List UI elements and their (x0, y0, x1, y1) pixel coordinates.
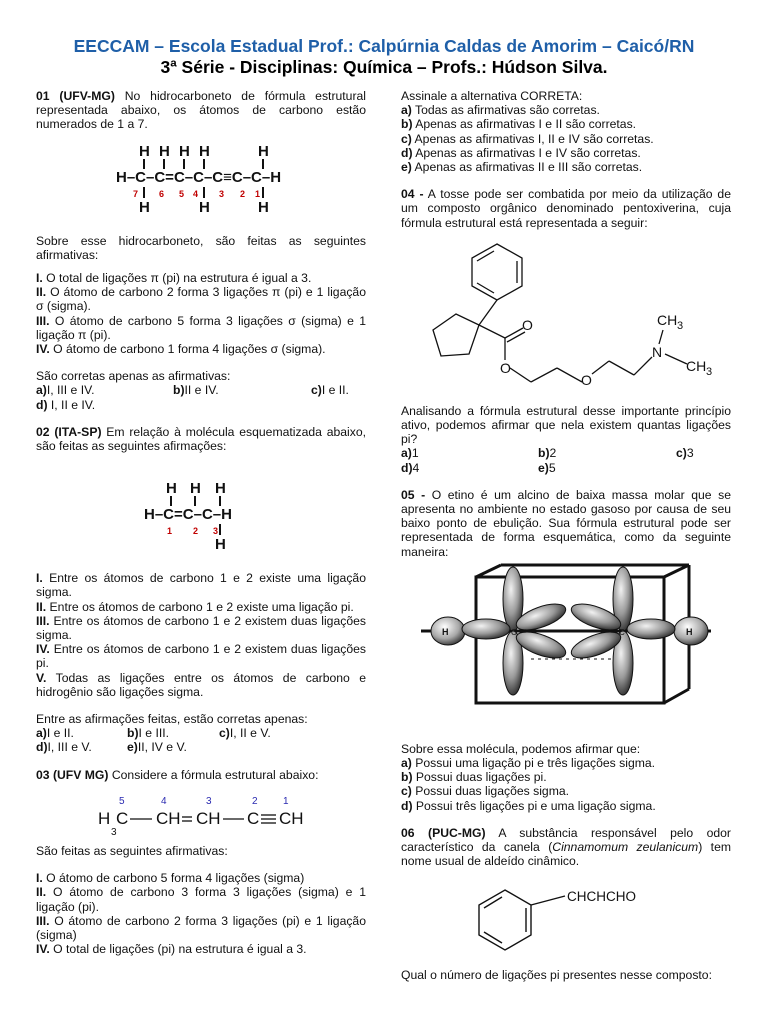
q04-structure (401, 230, 731, 404)
svg-text:H: H (199, 198, 210, 216)
left-column (36, 89, 366, 956)
q03-item: II. O átomo de carbono 3 forma 3 ligações (sigma) e 1 ligação (pi). (36, 885, 366, 914)
q06-formula: CHCHCHO (567, 889, 636, 905)
q02-statement: 02 (ITA-SP) Em relação à molécula esquematizada abaixo, são feitas as seguintes afirmações: (36, 424, 366, 454)
svg-text:H–C=C–C–H: H–C=C–C–H (144, 506, 232, 524)
q02-options-row (36, 726, 366, 740)
svg-text:H: H (215, 480, 226, 498)
svg-text:CH: CH (686, 357, 707, 374)
q03-option: e) Apenas as afirmativas II e III são corretas. (401, 160, 643, 175)
q02-option: b)I e III. (127, 726, 169, 741)
q03-num-3: 3 (206, 795, 212, 807)
svg-text:H: H (190, 480, 201, 498)
svg-text:H: H (98, 808, 111, 828)
class-header: 3ª Série - Disciplinas: Química – Profs.: Húdson Silva. (160, 57, 608, 77)
svg-text:H: H (139, 198, 150, 216)
q01-num-7: 7 (133, 188, 139, 199)
q01-num-4: 4 (193, 188, 199, 199)
svg-text:O: O (522, 316, 533, 333)
q02-option: a)I e II. (36, 726, 74, 741)
q05-orbital-diagram (401, 559, 731, 742)
q01-chain: H–C–C=C–C–C≡C–C–H (116, 168, 282, 186)
q01-structure (36, 132, 366, 234)
svg-text:CH: CH (657, 311, 678, 328)
q01-option: b)II e IV. (173, 383, 219, 398)
q02-structure (36, 453, 366, 571)
svg-text:H: H (159, 142, 170, 160)
q01-num-5: 5 (179, 188, 185, 199)
q01-lead: Sobre esse hidrocarboneto, são feitas as seguintes afirmativas: (36, 233, 366, 262)
q02-num-2: 2 (193, 526, 199, 537)
q05-option: b) Possui duas ligações pi. (401, 770, 547, 785)
q06-structure (401, 868, 731, 968)
svg-text:C: C (619, 627, 625, 637)
q01-option: c)I e II. (311, 383, 349, 398)
q03-option: b) Apenas as afirmativas I e II são corretas. (401, 117, 637, 132)
q04-ask: Analisando a fórmula estrutural desse importante princípio ativo, podemos afirmar que nela existem quantas ligações pi? (401, 403, 731, 447)
svg-text:C: C (247, 808, 260, 828)
school-header: EECCAM – Escola Estadual Prof.: Calpúrnia Caldas de Amorim – Caicó/RN (73, 36, 695, 56)
q05-ask: Sobre essa molécula, podemos afirmar que: (401, 741, 641, 756)
q02-item: IV. Entre os átomos de carbono 1 e 2 existem duas ligações pi. (36, 642, 366, 671)
q03-structure (36, 782, 366, 844)
q03-num-2: 2 (252, 795, 258, 807)
svg-text:H: H (258, 198, 269, 216)
svg-text:H: H (166, 480, 177, 498)
q04-option: a)1 (401, 446, 419, 461)
q02-num-1: 1 (167, 526, 173, 537)
q03-option: a) Todas as afirmativas são corretas. (401, 103, 600, 118)
q02-option: c)I, II e V. (219, 726, 271, 741)
q02-ask: Entre as afirmações feitas, estão corretas apenas: (36, 712, 308, 727)
q04-option: b)2 (538, 446, 557, 461)
svg-text:CH: CH (156, 808, 181, 828)
svg-text:H: H (686, 626, 693, 637)
svg-text:C: C (511, 627, 517, 637)
q04-option: e)5 (538, 460, 556, 475)
svg-text:H: H (215, 536, 226, 554)
svg-text:3: 3 (706, 365, 713, 378)
q01-statement: 01 (UFV-MG) No hidrocarboneto de fórmula estrutural representada abaixo, os átomos de carbono estão numerados de 1 a 7. (36, 89, 366, 132)
q05-statement: 05 - O etino é um alcino de baixa massa molar que se apresenta no ambiente no estado gasoso por causa de seu baixo ponto de ebulição. Sua fórmula estrutural pode ser representada de forma esquemática, como da seguinte maneira: (401, 487, 731, 559)
q01-num-6: 6 (159, 188, 165, 199)
q01-options-row (36, 383, 366, 397)
svg-text:O: O (500, 359, 511, 376)
q03-option: d) Apenas as afirmativas I e IV são corretas. (401, 145, 641, 160)
svg-text:3: 3 (111, 826, 117, 838)
q02-num-3: 3 (213, 526, 219, 537)
q01-item: III. O átomo de carbono 5 forma 3 ligações σ (sigma) e 1 ligação π (pi). (36, 313, 366, 342)
q01-ask: São corretas apenas as afirmativas: (36, 369, 231, 384)
q03-lead: São feitas as seguintes afirmativas: (36, 843, 228, 858)
q03-num-5: 5 (119, 795, 125, 807)
q01-item: I. O total de ligações π (pi) na estrutura é igual a 3. (36, 271, 312, 286)
q01-option: a)I, III e IV. (36, 383, 95, 398)
q02-item: I. Entre os átomos de carbono 1 e 2 existe uma ligação sigma. (36, 571, 366, 600)
svg-text:O: O (581, 371, 592, 388)
q01-item: II. O átomo de carbono 2 forma 3 ligações π (pi) e 1 ligação σ (sigma). (36, 285, 366, 314)
q06-statement: 06 (PUC-MG) A substância responsável pelo odor característico da canela (Cinnamomum zeulanicum) tem nome usual de aldeído cinâmico. (401, 825, 731, 869)
svg-text:N: N (652, 343, 663, 360)
svg-text:CH: CH (279, 808, 304, 828)
svg-text:H: H (258, 142, 269, 160)
q03-statement: 03 (UFV MG) Considere a fórmula estrutural abaixo: (36, 767, 319, 782)
q02-option: d)I, III e V. (36, 740, 92, 755)
svg-text:H: H (139, 142, 150, 160)
q01-num-2: 2 (240, 188, 246, 199)
q03-ask: Assinale a alternativa CORRETA: (401, 89, 583, 103)
svg-text:H: H (199, 142, 210, 160)
q03-num-1: 1 (283, 795, 289, 807)
q02-options-row (36, 740, 366, 754)
q01-num-1: 1 (255, 188, 261, 199)
q04-statement: 04 - A tosse pode ser combatida por meio da utilização de um composto orgânico denominado pentoxiverina, cuja fórmula estrutural está representada a seguir: (401, 187, 731, 230)
q03-item: I. O átomo de carbono 5 forma 4 ligações (sigma) (36, 871, 305, 886)
q04-options-row (401, 461, 731, 475)
q02-item: II. Entre os átomos de carbono 1 e 2 existe uma ligação pi. (36, 599, 354, 614)
q03-num-4: 4 (161, 795, 167, 807)
q04-option: d)4 (401, 460, 420, 475)
q05-option: a) Possui uma ligação pi e três ligações sigma. (401, 756, 656, 771)
q03-item: IV. O total de ligações (pi) na estrutura é igual a 3. (36, 942, 307, 957)
svg-text:H: H (442, 626, 449, 637)
svg-text:CH: CH (196, 808, 221, 828)
q01-option: d) I, II e IV. (36, 397, 96, 412)
q05-option: d) Possui três ligações pi e uma ligação sigma. (401, 798, 656, 813)
q03-item: III. O átomo de carbono 2 forma 3 ligações (pi) e 1 ligação (sigma) (36, 913, 366, 942)
svg-text:3: 3 (677, 319, 684, 332)
q02-option: e)II, IV e V. (127, 740, 187, 755)
q01-num-3: 3 (219, 188, 225, 199)
q03-option: c) Apenas as afirmativas I, II e IV são corretas. (401, 131, 654, 146)
svg-text:H: H (179, 142, 190, 160)
right-column (401, 89, 731, 983)
q04-option: c)3 (676, 446, 694, 461)
q04-options-row (401, 446, 731, 460)
q02-item: III. Entre os átomos de carbono 1 e 2 existem duas ligações sigma. (36, 613, 366, 643)
q02-item: V. Todas as ligações entre os átomos de carbono e hidrogênio são ligações sigma. (36, 670, 366, 699)
q05-option: c) Possui duas ligações sigma. (401, 784, 570, 799)
q06-ask: Qual o número de ligações pi presentes nesse composto: (401, 968, 712, 983)
svg-text:C: C (116, 808, 129, 828)
q01-item: IV. O átomo de carbono 1 forma 4 ligações σ (sigma). (36, 342, 326, 357)
